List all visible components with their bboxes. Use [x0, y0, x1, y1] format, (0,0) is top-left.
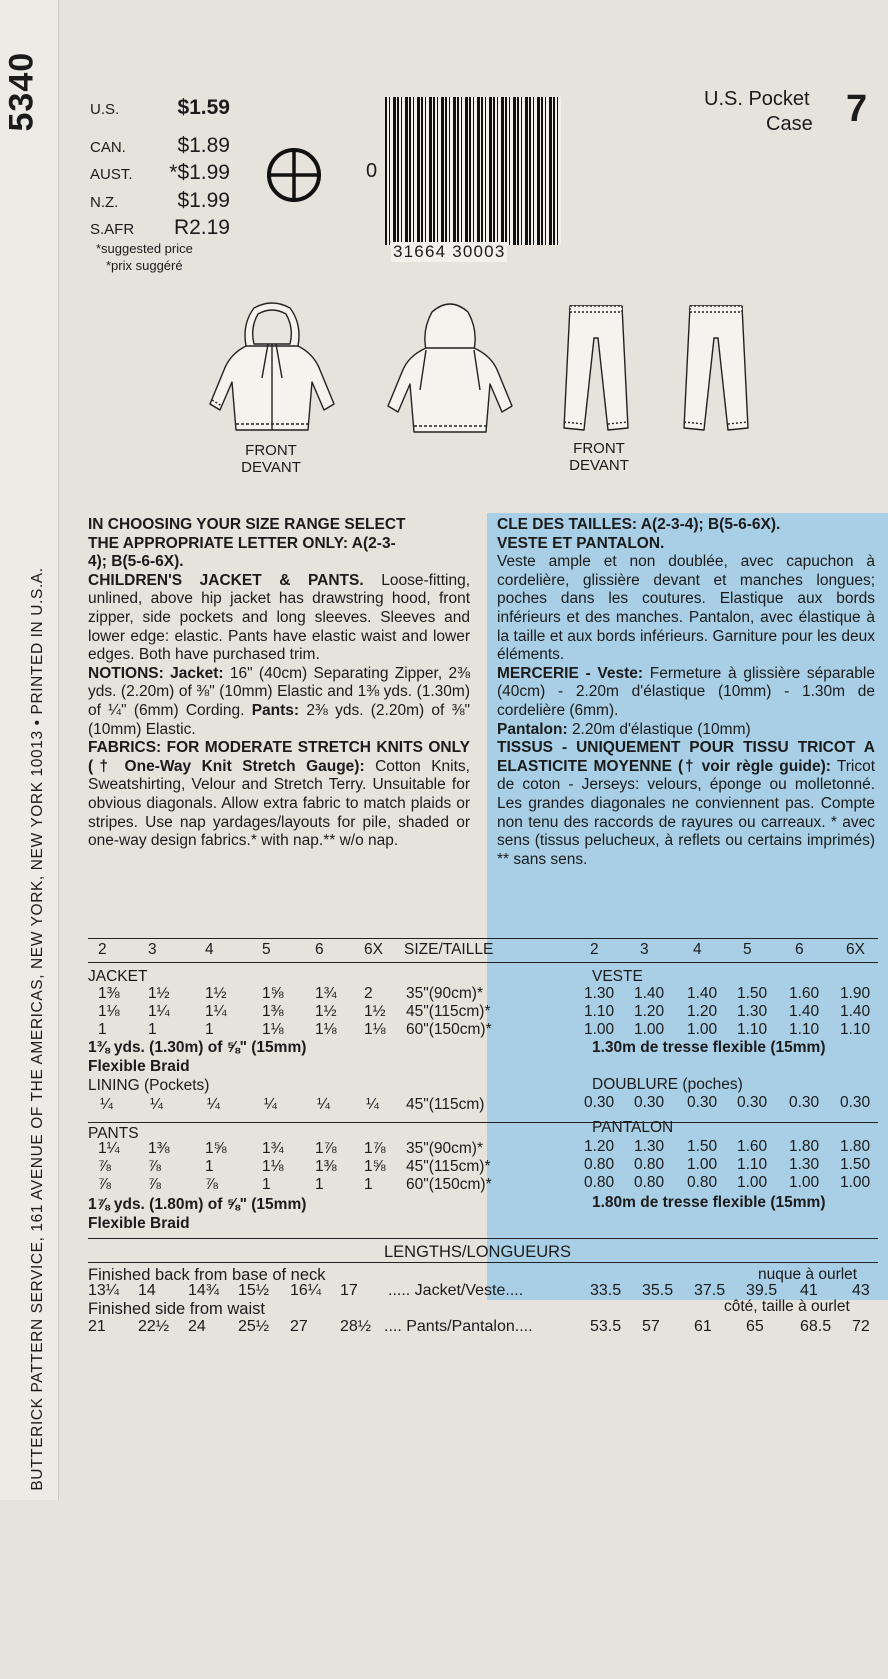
jacket-yardage-cell: 1⅛ — [364, 1021, 386, 1038]
lining-heading: LINING (Pockets) — [88, 1077, 210, 1094]
veste-meter-cell: 1.00 — [687, 1021, 718, 1038]
pants-length-in-cell: 28½ — [340, 1318, 372, 1335]
lining-yardage-cell: ¼ — [150, 1096, 163, 1113]
pants-yardage-cell: 1⅝ — [205, 1140, 227, 1157]
pants-yardage-cell: ⅞ — [98, 1158, 111, 1175]
pantalon-meter-cell: 1.00 — [789, 1174, 820, 1191]
veste-meter-cell: 1.40 — [634, 985, 665, 1002]
jacket-yardage-cell: 1⅜ — [98, 985, 120, 1002]
jacket-yardage-cell: 1 — [98, 1021, 107, 1038]
jacket-length-cm-cell: 43 — [852, 1282, 870, 1299]
pantalon-meter-cell: 1.50 — [840, 1156, 871, 1173]
jacket-length-in-cell: 14 — [138, 1282, 156, 1299]
pants-length-cm-cell: 72 — [852, 1318, 870, 1335]
size-header-fr: 4 — [693, 941, 702, 958]
pantalon-meter-cell: 1.30 — [634, 1138, 665, 1155]
pants-yardage-cell: 1¾ — [262, 1140, 284, 1157]
pants-yardage-cell: 1 — [205, 1158, 214, 1175]
jacket-length-cm-cell: 39.5 — [746, 1282, 778, 1299]
jacket-front-label: FRONT — [245, 442, 297, 459]
size-header-fr: 3 — [640, 941, 649, 958]
doublure-meter-cell: 0.30 — [584, 1094, 615, 1111]
jacket-yardage-cell: 1½ — [148, 985, 170, 1002]
jacket-yardage-cell: 1¼ — [148, 1003, 170, 1020]
pants-yardage-cell: ⅞ — [205, 1176, 218, 1193]
pants-length-cm-cell: 57 — [642, 1318, 660, 1335]
size-header-en: 3 — [148, 941, 157, 958]
pantalon-meter-cell: 0.80 — [687, 1174, 718, 1191]
pants-yardage-cell: 1⅞ — [364, 1140, 386, 1157]
tissus-text: Tricot de coton - Jerseys: velours, éponge ou molletonné. Les grandes diagonales ne conviennent pas. Compte non tenu des raccords de rayures ou carreaux. * avec sens (tissus pelucheux, à reflets ou certains imprimés) ** sans sens. — [497, 757, 876, 868]
jacket-length-fr: nuque à ourlet — [758, 1266, 858, 1283]
lining-fabric-width: 45"(115cm) — [406, 1096, 485, 1113]
french-description: CLE DES TAILLES: A(2-3-4); B(5-6-6X). VESTE ET PANTALON. Veste ample et non doublée, avec capuchon à cordelière, glissière devant et manches longues; poches dans les coutures. Elastique aux bords inférieurs et des manches. Pantalon, avec élastique à la taille et aux bords inférieurs. Garniture pour les deux éléments. MERCERIE - Veste: Fermeture à glissière séparable (40cm) - 2.20m d'élastique (10mm) - 1.30m de cordelière (6mm). Pantalon: 2.20m d'élastique (10mm) TISSUS - UNIQUEMENT POUR TISSU TRICOT A ELASTICITE MOYENNE († voir règle guide): Tricot de coton - Jerseys: velours, éponge ou molletonné. Les grandes diagonales ne conviennent pas. Compte non tenu des raccords de rayures ou carreaux. * avec sens (tissus pelucheux, à reflets ou certains imprimés) ** sans sens. — [497, 516, 876, 868]
size-header-en: 2 — [98, 941, 107, 958]
pattern-number: 5340 — [2, 51, 41, 132]
veste-meter-cell: 1.10 — [840, 1021, 871, 1038]
lining-yardage-cell: ¼ — [100, 1096, 113, 1113]
pants-yardage-cell: 1⅝ — [364, 1158, 386, 1175]
jacket-length-cm-cell: 33.5 — [590, 1282, 622, 1299]
veste-heading: VESTE — [592, 968, 643, 985]
english-title: CHILDREN'S JACKET & PANTS. — [88, 571, 364, 589]
veste-braid-fr: 1.30m de tresse flexible (15mm) — [592, 1039, 826, 1056]
pants-length-in-cell: 24 — [188, 1318, 206, 1335]
veste-meter-cell: 1.10 — [737, 1021, 768, 1038]
lining-yardage-cell: ¼ — [264, 1096, 277, 1113]
pantalon-meter-cell: 1.50 — [687, 1138, 718, 1155]
veste-meter-cell: 1.30 — [737, 1003, 768, 1020]
size-header-en: 6 — [315, 941, 324, 958]
jacket-length-in-cell: 15½ — [238, 1282, 270, 1299]
lengths-rule — [88, 1262, 878, 1263]
jacket-fabric-width: 45"(115cm)* — [406, 1003, 491, 1020]
veste-meter-cell: 1.20 — [687, 1003, 718, 1020]
jacket-devant-label: DEVANT — [241, 459, 301, 476]
jacket-length-cm-cell: 41 — [800, 1282, 818, 1299]
veste-meter-cell: 1.00 — [584, 1021, 615, 1038]
jacket-yardage-cell: 1½ — [315, 1003, 337, 1020]
envelope-spine — [0, 0, 59, 1500]
pants-yardage-cell: 1 — [262, 1176, 271, 1193]
jacket-front-illustration — [202, 300, 342, 440]
mercerie-veste: Fermeture à glissière séparable (40cm) - 2.20m d'élastique (10mm) - 1.30m de cordelière (6mm). — [497, 664, 875, 719]
jacket-braid-en: 1⅜ yds. (1.30m) of ⅝" (15mm) — [88, 1039, 307, 1056]
jacket-yardage-cell: 1⅛ — [315, 1021, 337, 1038]
pants-length-in-cell: 22½ — [138, 1318, 170, 1335]
pants-yardage-cell: ⅞ — [98, 1176, 111, 1193]
size-range-line1: IN CHOOSING YOUR SIZE RANGE SELECT — [88, 516, 406, 533]
jacket-yardage-cell: 1½ — [205, 985, 227, 1002]
size-header-fr: 6X — [846, 941, 865, 958]
jacket-braid-en-2: Flexible Braid — [88, 1058, 190, 1075]
pantalon-braid-fr: 1.80m de tresse flexible (15mm) — [592, 1194, 826, 1211]
lining-yardage-cell: ¼ — [366, 1096, 379, 1113]
price-row-nz: N.Z. $1.99 — [90, 189, 230, 212]
veste-meter-cell: 1.50 — [737, 985, 768, 1002]
pantalon-meter-cell: 0.80 — [584, 1156, 615, 1173]
pants-yardage-cell: 1 — [364, 1176, 373, 1193]
publisher-address: BUTTERICK PATTERN SERVICE, 161 AVENUE OF THE AMERICAS, NEW YORK, NEW YORK 10013 • PRINTED IN U.S.A. — [29, 567, 46, 1491]
veste-meter-cell: 1.90 — [840, 985, 871, 1002]
jacket-yardage-cell: 1 — [205, 1021, 214, 1038]
jacket-yardage-cell: 1⅛ — [262, 1021, 284, 1038]
prix-suggere-note: *prix suggéré — [106, 258, 183, 273]
pants-fabric-width: 35"(90cm)* — [406, 1140, 484, 1157]
jacket-yardage-cell: 1½ — [364, 1003, 386, 1020]
doublure-meter-cell: 0.30 — [687, 1094, 718, 1111]
mercerie-pantalon: 2.20m d'élastique (10mm) — [571, 720, 751, 738]
pantalon-meter-cell: 0.80 — [634, 1174, 665, 1191]
pants-yardage-cell: 1⅛ — [262, 1158, 284, 1175]
pants-braid-en-2: Flexible Braid — [88, 1215, 190, 1232]
size-header-en: 5 — [262, 941, 271, 958]
pantalon-meter-cell: 1.80 — [840, 1138, 871, 1155]
pantalon-meter-cell: 1.80 — [789, 1138, 820, 1155]
pantalon-meter-cell: 1.20 — [584, 1138, 615, 1155]
pantalon-meter-cell: 1.00 — [840, 1174, 871, 1191]
barcode-prefix: 0 — [366, 160, 378, 182]
fabrics-text: Cotton Knits, Sweatshirting, Velour and Stretch Terry. Unsuitable for obvious diagonals. Allow extra fabric to match plaids or stripes. Use nap yardages/layouts for pile, shaded or one-way design fabrics.* with nap.** w/o nap. — [88, 757, 470, 850]
mercerie-heading: MERCERIE - Veste: — [497, 664, 644, 682]
doublure-heading: DOUBLURE (poches) — [592, 1076, 743, 1093]
english-garment-description: Loose-fitting, unlined, above hip jacket has drawstring hood, front zipper, side pockets and long sleeves. Sleeves and lower edge: elastic. Pants have elastic waist and lower edges. Both have purchased trim. — [88, 571, 470, 664]
jacket-length-in-cell: 17 — [340, 1282, 358, 1299]
pantalon-meter-cell: 1.30 — [789, 1156, 820, 1173]
barcode-digits: 31664 30003 — [393, 242, 506, 261]
pants-length-cm-cell: 61 — [694, 1318, 712, 1335]
veste-meter-cell: 1.40 — [789, 1003, 820, 1020]
jacket-length-in-cell: 16¼ — [290, 1282, 322, 1299]
jacket-yardage-cell: 1⅛ — [98, 1003, 120, 1020]
doublure-meter-cell: 0.30 — [840, 1094, 871, 1111]
pants-yardage-cell: 1¼ — [98, 1140, 120, 1157]
size-header-fr: 2 — [590, 941, 599, 958]
pants-yardage-cell: 1⅜ — [315, 1158, 337, 1175]
size-range-line3: 4); B(5-6-6X). — [88, 553, 184, 571]
table-mid-rule — [88, 1122, 878, 1123]
pantalon-meter-cell: 1.00 — [737, 1174, 768, 1191]
jacket-length-label: ..... Jacket/Veste.... — [388, 1282, 524, 1299]
jacket-fabric-width: 35"(90cm)* — [406, 985, 484, 1002]
pants-length-cm-cell: 68.5 — [800, 1318, 832, 1335]
jacket-heading: JACKET — [88, 968, 148, 985]
pants-devant-label: DEVANT — [569, 457, 629, 474]
pants-length-cm-cell: 53.5 — [590, 1318, 622, 1335]
pants-fabric-width: 60"(150cm)* — [406, 1176, 492, 1193]
notions-pants: 2⅜ yds. (2.20m) of ⅜" (10mm) Elastic. — [88, 701, 470, 738]
suggested-price-note: *suggested price — [96, 241, 193, 256]
pants-yardage-cell: ⅞ — [148, 1158, 161, 1175]
doublure-meter-cell: 0.30 — [737, 1094, 768, 1111]
pants-length-in-cell: 21 — [88, 1318, 106, 1335]
pantalon-meter-cell: 1.60 — [737, 1138, 768, 1155]
pants-length-in-cell: 27 — [290, 1318, 308, 1335]
pocket-case-line1: U.S. Pocket — [704, 88, 810, 110]
jacket-length-cm-cell: 35.5 — [642, 1282, 674, 1299]
pants-yardage-cell: ⅞ — [148, 1176, 161, 1193]
price-row-us: U.S. $1.59 — [90, 96, 230, 119]
jacket-back-illustration — [380, 300, 520, 440]
pants-yardage-cell: 1 — [315, 1176, 324, 1193]
pants-length-en: Finished side from waist — [88, 1300, 265, 1318]
jacket-length-in-cell: 13¼ — [88, 1282, 120, 1299]
pants-front-illustration — [556, 298, 636, 438]
pants-yardage-cell: 1⅞ — [315, 1140, 337, 1157]
doublure-meter-cell: 0.30 — [634, 1094, 665, 1111]
veste-meter-cell: 1.20 — [634, 1003, 665, 1020]
table-top-rule — [88, 938, 878, 939]
veste-meter-cell: 1.60 — [789, 985, 820, 1002]
jacket-yardage-cell: 1 — [148, 1021, 157, 1038]
pants-length-cm-cell: 65 — [746, 1318, 764, 1335]
lengths-heading: LENGTHS/LONGUEURS — [384, 1243, 572, 1261]
price-row-safr: S.AFR R2.19 — [90, 216, 230, 239]
pantalon-meter-cell: 0.80 — [634, 1156, 665, 1173]
lining-yardage-cell: ¼ — [317, 1096, 330, 1113]
jacket-yardage-cell: 2 — [364, 985, 373, 1002]
fabrics-heading: FABRICS: FOR MODERATE STRETCH KNITS ONLY († One-Way Knit Stretch Gauge): — [88, 739, 470, 775]
doublure-meter-cell: 0.30 — [789, 1094, 820, 1111]
veste-meter-cell: 1.10 — [789, 1021, 820, 1038]
veste-meter-cell: 1.00 — [634, 1021, 665, 1038]
jacket-yardage-cell: 1¼ — [205, 1003, 227, 1020]
veste-meter-cell: 1.30 — [584, 985, 615, 1002]
size-header-fr: 6 — [795, 941, 804, 958]
size-header-en: 6X — [364, 941, 383, 958]
pants-back-illustration — [676, 298, 756, 438]
pants-heading: PANTS — [88, 1125, 139, 1142]
french-garment-description: Veste ample et non doublée, avec capuchon à cordelière, glissière devant et manches longues; poches dans les coutures. Elastique aux bords inférieurs et des manches. Pantalon, avec élastique à la taille et aux bords inférieurs. Garniture pour les deux éléments. — [497, 553, 875, 664]
jacket-yardage-cell: 1⅝ — [262, 985, 284, 1002]
jacket-yardage-cell: 1⅜ — [262, 1003, 284, 1020]
pants-fabric-width: 45"(115cm)* — [406, 1158, 491, 1175]
size-header-en: 4 — [205, 941, 214, 958]
notions-heading: NOTIONS: — [88, 664, 164, 682]
pantalon-meter-cell: 1.10 — [737, 1156, 768, 1173]
pants-front-label: FRONT — [573, 440, 625, 457]
veste-meter-cell: 1.10 — [584, 1003, 615, 1020]
notions-jacket: 16" (40cm) Separating Zipper, 2⅜ yds. (2.20m) of ⅜" (10mm) Elastic and 1⅜ yds. (1.30m) of ¼" (6mm) Cording. — [88, 664, 471, 719]
jacket-length-in-cell: 14¾ — [188, 1282, 220, 1299]
pants-length-label: .... Pants/Pantalon.... — [384, 1318, 533, 1335]
tissus-heading: TISSUS - UNIQUEMENT POUR TISSU TRICOT A ELASTICITE MOYENNE († voir règle guide): — [497, 739, 875, 775]
size-range-line2: THE APPROPRIATE LETTER ONLY: A(2-3- — [88, 534, 396, 552]
pantalon-heading: PANTALON — [592, 1119, 674, 1136]
jacket-length-en: Finished back from base of neck — [88, 1266, 326, 1284]
barcode — [385, 97, 561, 245]
jacket-length-cm-cell: 37.5 — [694, 1282, 726, 1299]
pocket-case-number: 7 — [846, 88, 868, 130]
english-description: IN CHOOSING YOUR SIZE RANGE SELECT THE APPROPRIATE LETTER ONLY: A(2-3- 4); B(5-6-6X). CHILDREN'S JACKET & PANTS. Loose-fitting, unlined, above hip jacket has drawstring hood, front zipper, side pockets and long sleeves. Sleeves and lower edge: elastic. Pants have elastic waist and lower edges. Both have purchased trim. NOTIONS: Jacket: 16" (40cm) Separating Zipper, 2⅜ yds. (2.20m) of ⅜" (10mm) Elastic and 1⅜ yds. (1.30m) of ¼" (6mm) Cording. Pants: 2⅜ yds. (2.20m) of ⅜" (10mm) Elastic. FABRICS: FOR MODERATE STRETCH KNITS ONLY († One-Way Knit Stretch Gauge): Cotton Knits, Sweatshirting, Velour and Stretch Terry. Unsuitable for obvious diagonals. Allow extra fabric to match plaids or stripes. Use nap yardages/layouts for pile, shaded or one-way design fabrics.* with nap.** w/o nap. — [88, 516, 471, 850]
table-header-rule — [88, 962, 878, 963]
table-bottom-rule — [88, 1238, 878, 1239]
price-row-can: CAN. $1.89 — [90, 134, 230, 157]
size-header-fr: 5 — [743, 941, 752, 958]
size-taille-header: SIZE/TAILLE — [404, 941, 494, 958]
veste-meter-cell: 1.40 — [687, 985, 718, 1002]
pants-length-fr: côté, taille à ourlet — [724, 1298, 850, 1315]
price-row-aust: AUST. *$1.99 — [90, 161, 230, 184]
pocket-case-line2: Case — [766, 113, 813, 135]
pantalon-meter-cell: 0.80 — [584, 1174, 615, 1191]
pants-length-in-cell: 25½ — [238, 1318, 270, 1335]
pantalon-meter-cell: 1.00 — [687, 1156, 718, 1173]
lining-yardage-cell: ¼ — [207, 1096, 220, 1113]
jacket-yardage-cell: 1¾ — [315, 985, 337, 1002]
registration-mark-icon — [265, 146, 323, 204]
pants-yardage-cell: 1⅜ — [148, 1140, 170, 1157]
jacket-fabric-width: 60"(150cm)* — [406, 1021, 492, 1038]
french-title: VESTE ET PANTALON. — [497, 534, 665, 552]
pants-braid-en: 1⅞ yds. (1.80m) of ⅝" (15mm) — [88, 1196, 307, 1213]
cle-des-tailles: CLE DES TAILLES: A(2-3-4); B(5-6-6X). — [497, 516, 781, 533]
veste-meter-cell: 1.40 — [840, 1003, 871, 1020]
